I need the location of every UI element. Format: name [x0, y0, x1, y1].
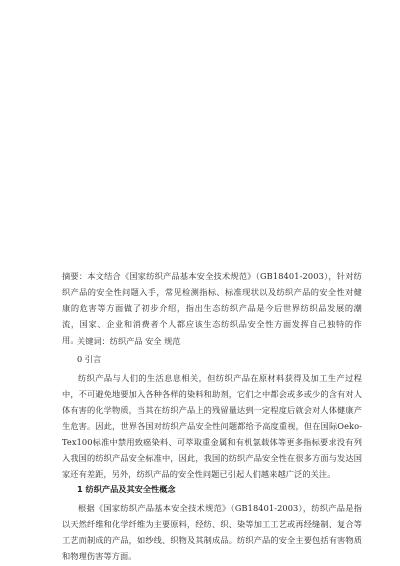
keywords: 关键词：纺织产品 安全 规范 [77, 336, 181, 346]
intro-heading: 0 引言 [77, 354, 102, 364]
section1-heading: 1 纺织产品及其安全性概念 [77, 484, 176, 494]
abstract: 摘要：本文结合《国家纺织产品基本安全技术规范》（GB18401-2003），针对纺织产品的安全性问题入手，常见检测指标、标准现状以及纺织产品的安全性对健康的危害等方面做了初步介绍，指出生态纺织产品是今后世界纺织品发展的潮流，国家、企业和消费者个人都应该生态纺织品安全性方面发挥自己独特的作用。 [62, 271, 362, 345]
section1-paragraph: 根据《国家纺织产品基本安全技术规范》（GB18401-2003），纺织产品是指以天然纤维和化学纤维为主要原料，经纺、织、染等加工工艺或再经缝制、复合等工艺而制成的产品，如纱线、织物及其制成品。纺织产品的安全主要包括有害物质和物理伤害等方面。 [62, 503, 362, 561]
intro-paragraph: 纺织产品与人们的生活息息相关，但纺织产品在原材料获得及加工生产过程中，不可避免地要加入各种各样的染料和助剂，它们之中都会或多或少的含有对人体有害的化学物质，当其在纺织产品上的残留量达到一定程度后就会对人体健康产生危害。因此，世界各国对纺织产品安全性问题都给予高度重视，但在国际Oeko-Tex100标准中禁用致癌染料、可萃取重金属和有机氯载体等更多指标要求没有列入我国的纺织产品安全标准中，因此，我国的纺织产品安全性在很多方面与发达国家还有差距，另外，纺织产品的安全性问题已引起人们越来越广泛的关注。 [62, 373, 362, 479]
